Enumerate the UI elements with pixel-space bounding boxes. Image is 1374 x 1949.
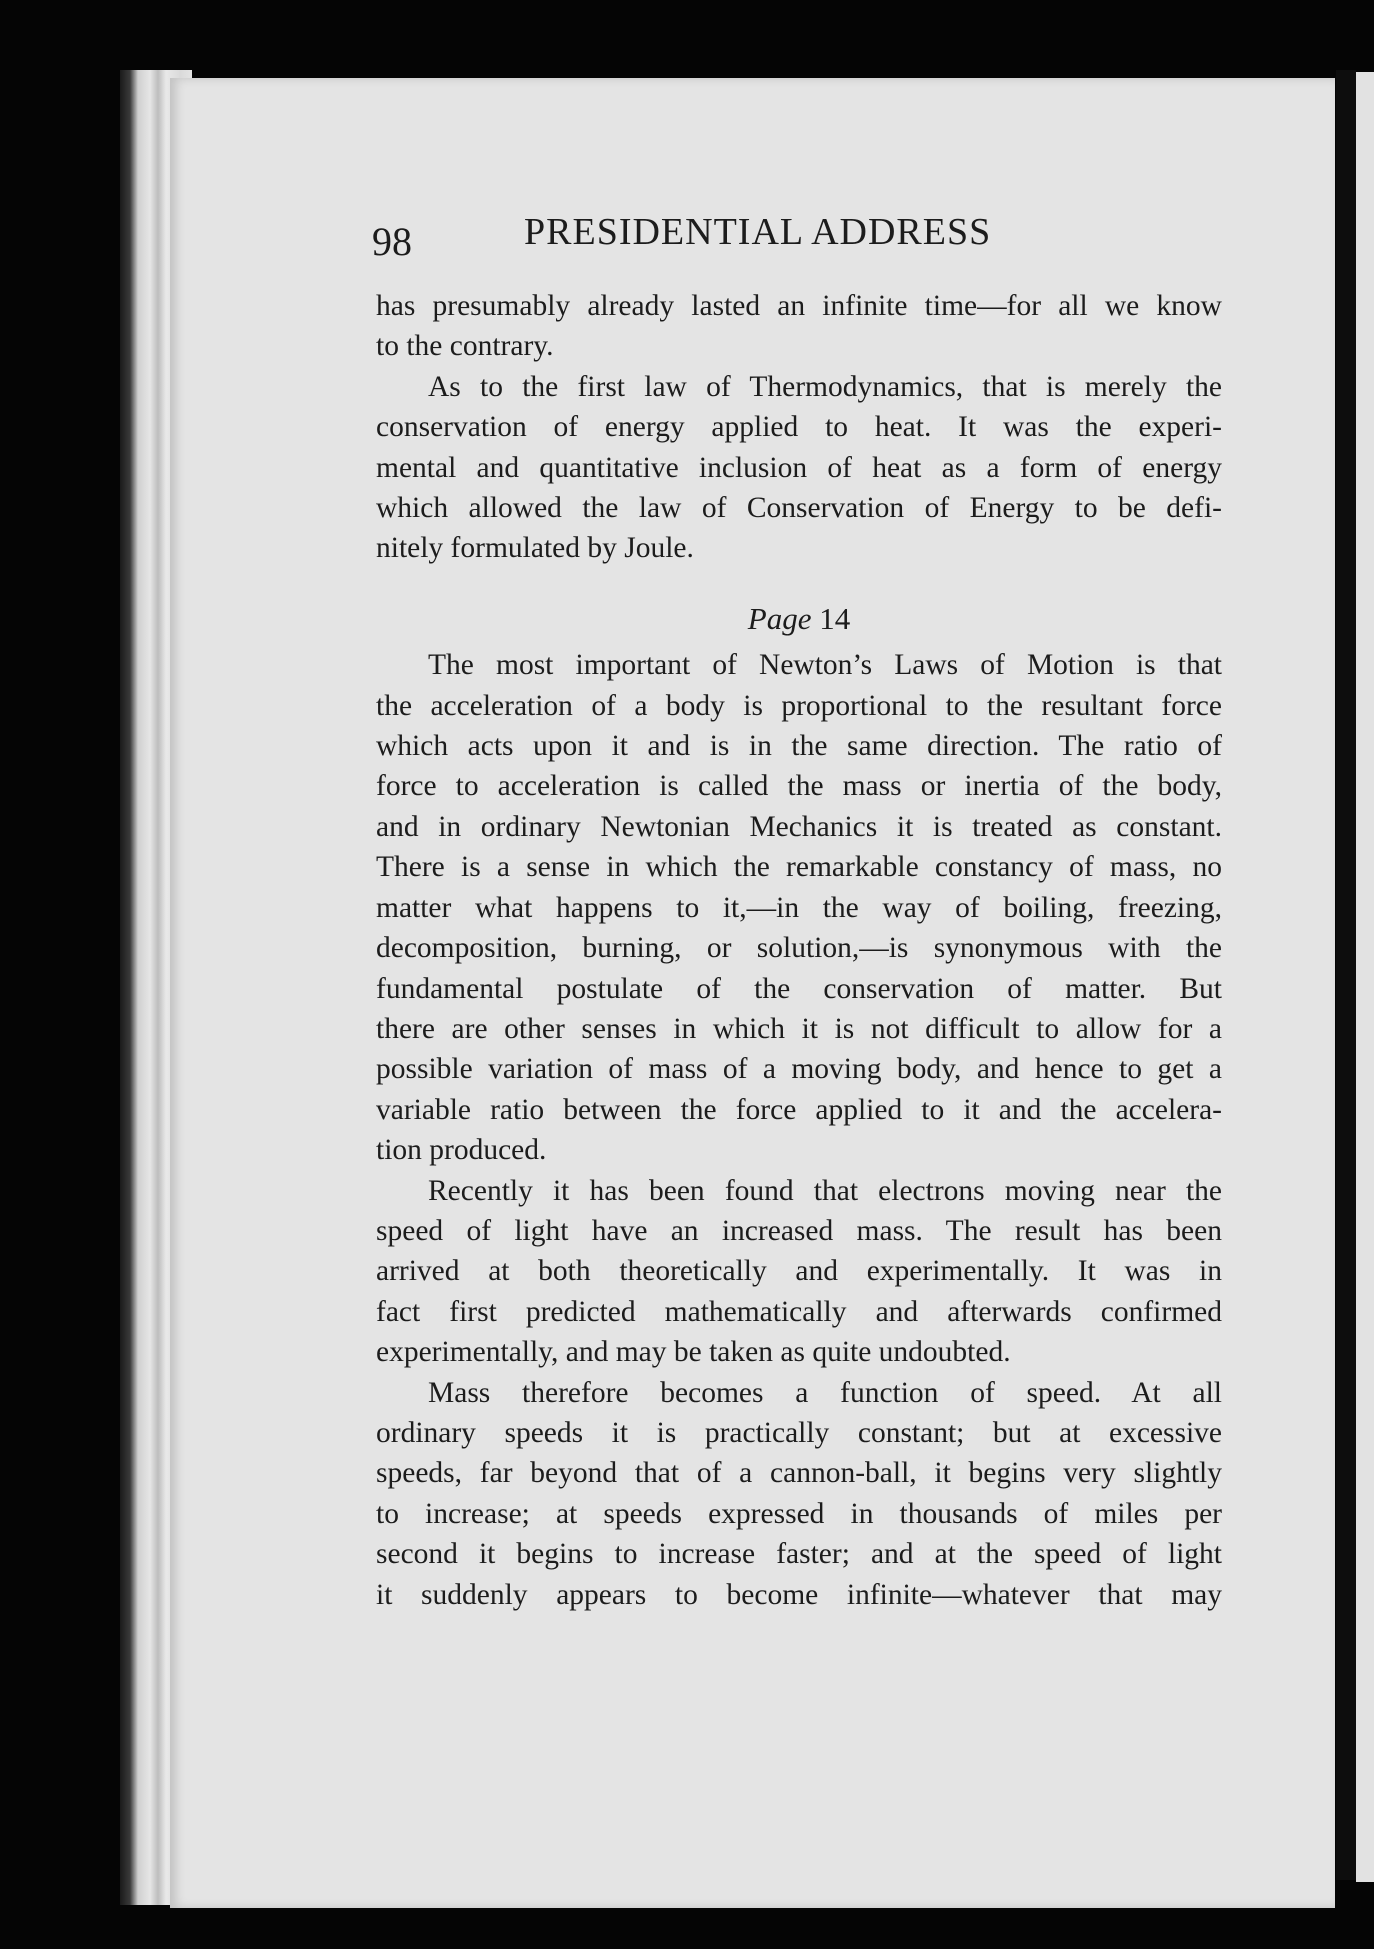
text-line: and in ordinary Newtonian Mechanics it is treated as constant. [376,810,1222,843]
text-line: it suddenly appears to become infinite—whatever that may [376,1578,1222,1611]
text-line: which acts upon it and is in the same direction. The ratio of [376,730,1222,763]
text-line: ordinary speeds it is practically constant; but at excessive [376,1416,1222,1449]
text-line: matter what happens to it,—in the way of boiling, freezing, [376,891,1222,924]
text-line: speed of light have an increased mass. The result has been [376,1214,1222,1247]
text-line: the acceleration of a body is proportional to the resultant force [376,689,1222,722]
text-line: nitely formulated by Joule. [376,532,694,565]
body-text [376,286,1222,1615]
text-line: The most important of Newton’s Laws of Motion is that [428,649,1222,682]
section-heading-number: 14 [819,600,851,636]
facing-page-edge [1356,72,1374,1882]
text-line: which allowed the law of Conservation of Energy to be defi- [376,492,1222,525]
text-line: variable ratio between the force applied to it and the accelera- [376,1093,1222,1126]
text-line: conservation of energy applied to heat. It was the experi- [376,411,1222,444]
text-line: decomposition, burning, or solution,—is synonymous with the [376,932,1222,965]
page-header [372,210,1072,270]
text-line: Mass therefore becomes a function of speed. At all [428,1376,1222,1409]
section-heading-label: Page [747,600,812,636]
text-line: speeds, far beyond that of a cannon-ball, it begins very slightly [376,1457,1222,1490]
text-line: fundamental postulate of the conservation of matter. But [376,972,1222,1005]
text-line: possible variation of mass of a moving body, and hence to get a [376,1053,1222,1086]
section-heading [376,599,1222,639]
running-head: PRESIDENTIAL ADDRESS [524,211,992,253]
text-line: arrived at both theoretically and experimentally. It was in [376,1255,1222,1288]
text-line: As to the first law of Thermodynamics, that is merely the [428,370,1222,403]
text-line: there are other senses in which it is not difficult to allow for a [376,1012,1222,1045]
text-line: has presumably already lasted an infinite time—for all we know [376,290,1222,322]
text-line: second it begins to increase faster; and at the speed of light [376,1538,1222,1571]
text-line: to the contrary. [376,330,554,363]
text-line: mental and quantitative inclusion of heat as a form of energy [376,451,1222,484]
text-line: Recently it has been found that electrons moving near the [428,1174,1222,1207]
text-line: force to acceleration is called the mass or inertia of the body, [376,770,1222,803]
text-line: tion produced. [376,1134,547,1167]
text-line: to increase; at speeds expressed in thousands of miles per [376,1497,1222,1530]
text-line: There is a sense in which the remarkable constancy of mass, no [376,851,1222,884]
text-line: experimentally, and may be taken as quite undoubted. [376,1336,1011,1369]
page-number: 98 [372,219,412,264]
gutter-shadow [1336,70,1356,1880]
text-line: fact first predicted mathematically and afterwards confirmed [376,1295,1222,1328]
